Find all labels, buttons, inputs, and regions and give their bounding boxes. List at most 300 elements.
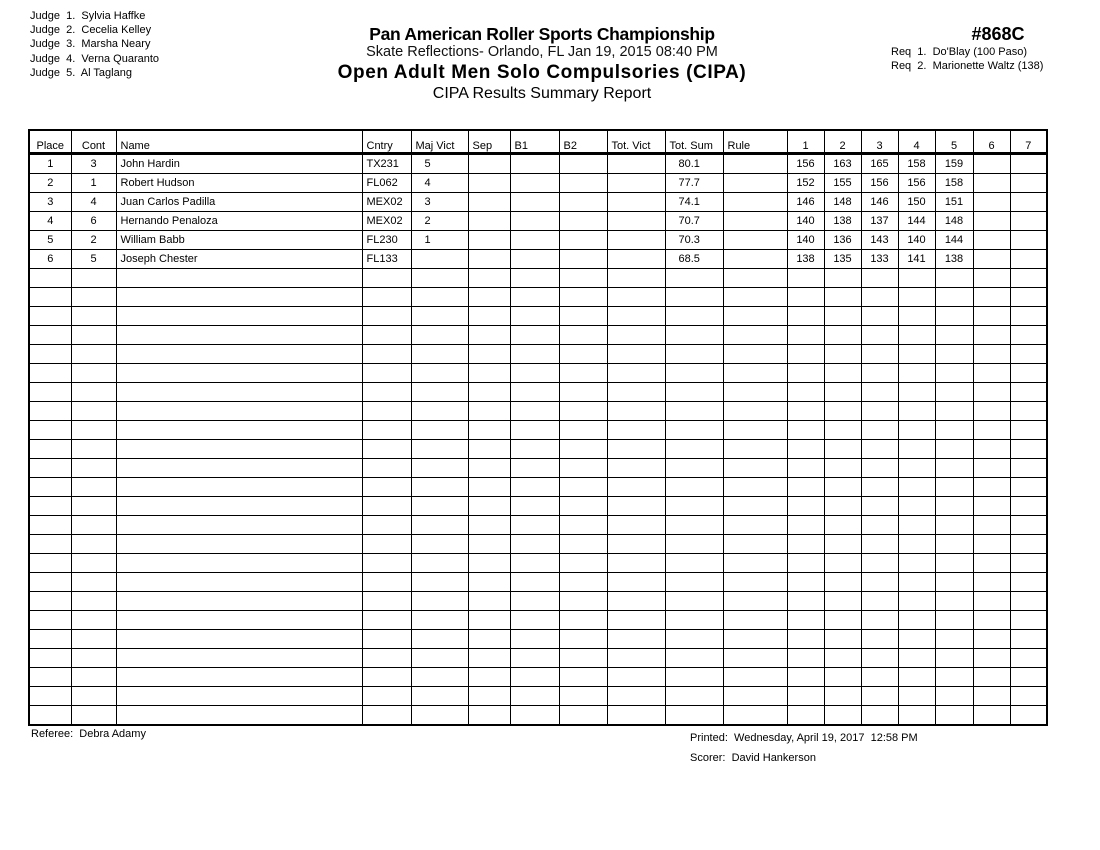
empty-cell	[559, 402, 607, 421]
empty-cell	[723, 364, 787, 383]
empty-table-row	[29, 497, 1047, 516]
empty-cell	[935, 687, 973, 706]
empty-table-row	[29, 687, 1047, 706]
cell-b1	[510, 231, 559, 250]
empty-cell	[607, 440, 665, 459]
empty-cell	[29, 497, 71, 516]
empty-table-row	[29, 554, 1047, 573]
printed-date: Printed: Wednesday, April 19, 2017 12:58 PM	[690, 732, 918, 744]
empty-cell	[116, 364, 362, 383]
table-row	[29, 212, 1047, 231]
cell-cntry: TX231	[362, 154, 411, 174]
empty-cell	[935, 459, 973, 478]
cell-tot-vict	[607, 212, 665, 231]
empty-cell	[362, 326, 411, 345]
table-header-row	[29, 130, 1047, 154]
empty-cell	[787, 668, 824, 687]
cell-judge-4: 156	[898, 174, 935, 193]
empty-cell	[559, 554, 607, 573]
empty-cell	[468, 364, 510, 383]
empty-cell	[71, 421, 116, 440]
judge-5: Judge 5. Al Taglang	[30, 66, 132, 79]
empty-cell	[510, 706, 559, 726]
empty-cell	[665, 516, 723, 535]
empty-cell	[559, 668, 607, 687]
empty-cell	[898, 478, 935, 497]
empty-cell	[510, 421, 559, 440]
cell-cntry: MEX02	[362, 193, 411, 212]
empty-cell	[29, 459, 71, 478]
empty-cell	[787, 573, 824, 592]
empty-cell	[71, 592, 116, 611]
empty-cell	[468, 440, 510, 459]
table-row	[29, 154, 1047, 174]
empty-cell	[29, 554, 71, 573]
cell-cont: 4	[71, 193, 116, 212]
empty-cell	[411, 345, 468, 364]
cell-tot-sum: 68.5	[665, 250, 723, 269]
empty-cell	[824, 630, 861, 649]
empty-cell	[824, 421, 861, 440]
empty-cell	[116, 383, 362, 402]
empty-cell	[559, 611, 607, 630]
empty-cell	[1010, 554, 1047, 573]
cell-judge-7	[1010, 250, 1047, 269]
empty-cell	[362, 706, 411, 726]
empty-cell	[29, 364, 71, 383]
empty-cell	[861, 554, 898, 573]
empty-cell	[665, 554, 723, 573]
empty-cell	[510, 630, 559, 649]
empty-cell	[411, 554, 468, 573]
empty-cell	[29, 421, 71, 440]
cell-tot-vict	[607, 193, 665, 212]
col-cntry: Cntry	[362, 130, 411, 154]
empty-cell	[824, 592, 861, 611]
empty-cell	[973, 288, 1010, 307]
empty-cell	[787, 554, 824, 573]
empty-cell	[824, 402, 861, 421]
empty-cell	[1010, 402, 1047, 421]
cell-b1	[510, 174, 559, 193]
cell-judge-1: 152	[787, 174, 824, 193]
empty-cell	[71, 478, 116, 497]
empty-cell	[559, 364, 607, 383]
empty-cell	[723, 630, 787, 649]
empty-table-row	[29, 421, 1047, 440]
empty-cell	[116, 402, 362, 421]
empty-cell	[607, 421, 665, 440]
empty-cell	[1010, 459, 1047, 478]
cell-judge-3: 137	[861, 212, 898, 231]
scorer: Scorer: David Hankerson	[690, 752, 816, 764]
cell-cont: 2	[71, 231, 116, 250]
cell-judge-1: 146	[787, 193, 824, 212]
empty-cell	[935, 269, 973, 288]
empty-cell	[411, 478, 468, 497]
cell-judge-4: 158	[898, 154, 935, 174]
empty-cell	[973, 364, 1010, 383]
empty-cell	[1010, 326, 1047, 345]
empty-cell	[116, 649, 362, 668]
empty-cell	[29, 592, 71, 611]
cell-judge-3: 156	[861, 174, 898, 193]
empty-cell	[787, 288, 824, 307]
empty-cell	[665, 535, 723, 554]
table-row	[29, 174, 1047, 193]
empty-cell	[787, 326, 824, 345]
empty-cell	[29, 668, 71, 687]
empty-cell	[607, 326, 665, 345]
empty-cell	[723, 307, 787, 326]
empty-cell	[71, 345, 116, 364]
empty-cell	[510, 478, 559, 497]
empty-cell	[723, 649, 787, 668]
empty-cell	[861, 421, 898, 440]
cell-b2	[559, 212, 607, 231]
empty-cell	[973, 478, 1010, 497]
empty-cell	[510, 497, 559, 516]
empty-cell	[411, 535, 468, 554]
empty-cell	[71, 440, 116, 459]
empty-cell	[411, 573, 468, 592]
empty-cell	[29, 440, 71, 459]
empty-table-row	[29, 516, 1047, 535]
empty-cell	[1010, 668, 1047, 687]
cell-name: Robert Hudson	[116, 174, 362, 193]
empty-cell	[935, 383, 973, 402]
empty-cell	[723, 554, 787, 573]
empty-cell	[787, 307, 824, 326]
cell-judge-3: 133	[861, 250, 898, 269]
empty-cell	[29, 326, 71, 345]
empty-cell	[861, 649, 898, 668]
empty-cell	[559, 516, 607, 535]
empty-table-row	[29, 592, 1047, 611]
empty-cell	[898, 326, 935, 345]
table-row	[29, 250, 1047, 269]
empty-cell	[71, 668, 116, 687]
empty-cell	[411, 440, 468, 459]
cell-judge-1: 140	[787, 231, 824, 250]
empty-table-row	[29, 535, 1047, 554]
report-heading	[290, 24, 794, 104]
cell-judge-1: 156	[787, 154, 824, 174]
cell-judge-7	[1010, 212, 1047, 231]
cell-cont: 5	[71, 250, 116, 269]
empty-cell	[607, 535, 665, 554]
cell-judge-1: 140	[787, 212, 824, 231]
empty-cell	[935, 402, 973, 421]
empty-cell	[411, 630, 468, 649]
empty-cell	[607, 611, 665, 630]
empty-cell	[973, 573, 1010, 592]
cell-judge-1: 138	[787, 250, 824, 269]
cell-b1	[510, 154, 559, 174]
empty-cell	[71, 630, 116, 649]
empty-cell	[861, 516, 898, 535]
empty-cell	[468, 459, 510, 478]
empty-cell	[665, 459, 723, 478]
empty-cell	[824, 516, 861, 535]
cell-judge-6	[973, 250, 1010, 269]
cell-sep	[468, 193, 510, 212]
empty-cell	[607, 554, 665, 573]
table-row	[29, 231, 1047, 250]
col-sep: Sep	[468, 130, 510, 154]
empty-cell	[787, 611, 824, 630]
results-table	[28, 129, 1048, 726]
empty-cell	[71, 535, 116, 554]
empty-cell	[362, 535, 411, 554]
cell-cont: 6	[71, 212, 116, 231]
empty-cell	[935, 516, 973, 535]
cell-judge-2: 163	[824, 154, 861, 174]
empty-cell	[898, 706, 935, 726]
empty-cell	[861, 497, 898, 516]
empty-cell	[723, 288, 787, 307]
cell-name: Joseph Chester	[116, 250, 362, 269]
empty-cell	[468, 402, 510, 421]
empty-cell	[723, 383, 787, 402]
cell-judge-5: 148	[935, 212, 973, 231]
empty-cell	[824, 649, 861, 668]
empty-cell	[116, 611, 362, 630]
empty-cell	[898, 440, 935, 459]
empty-cell	[468, 326, 510, 345]
cell-maj-vict: 3	[411, 193, 468, 212]
empty-cell	[935, 592, 973, 611]
empty-cell	[607, 307, 665, 326]
empty-cell	[898, 497, 935, 516]
empty-cell	[973, 459, 1010, 478]
cell-judge-4: 144	[898, 212, 935, 231]
empty-cell	[411, 307, 468, 326]
cell-judge-7	[1010, 174, 1047, 193]
empty-cell	[362, 402, 411, 421]
empty-cell	[824, 687, 861, 706]
empty-cell	[665, 592, 723, 611]
cell-place: 5	[29, 231, 71, 250]
empty-cell	[362, 516, 411, 535]
cell-maj-vict	[411, 250, 468, 269]
empty-cell	[510, 554, 559, 573]
empty-cell	[411, 649, 468, 668]
empty-cell	[787, 649, 824, 668]
empty-cell	[116, 288, 362, 307]
empty-cell	[935, 706, 973, 726]
judge-2: Judge 2. Cecelia Kelley	[30, 24, 152, 37]
empty-cell	[665, 269, 723, 288]
empty-cell	[607, 497, 665, 516]
cell-b2	[559, 250, 607, 269]
empty-cell	[411, 592, 468, 611]
empty-cell	[898, 459, 935, 478]
empty-cell	[723, 668, 787, 687]
empty-cell	[510, 345, 559, 364]
empty-cell	[973, 345, 1010, 364]
cell-judge-5: 138	[935, 250, 973, 269]
cell-judge-4: 150	[898, 193, 935, 212]
empty-cell	[411, 611, 468, 630]
cell-sep	[468, 174, 510, 193]
empty-cell	[468, 478, 510, 497]
empty-cell	[935, 630, 973, 649]
empty-cell	[935, 326, 973, 345]
empty-cell	[898, 630, 935, 649]
empty-cell	[468, 554, 510, 573]
cell-judge-6	[973, 231, 1010, 250]
col-judge-1: 1	[787, 130, 824, 154]
empty-cell	[861, 611, 898, 630]
empty-cell	[665, 687, 723, 706]
empty-cell	[116, 687, 362, 706]
empty-cell	[362, 269, 411, 288]
empty-cell	[861, 706, 898, 726]
cell-judge-2: 155	[824, 174, 861, 193]
empty-cell	[362, 497, 411, 516]
empty-cell	[559, 326, 607, 345]
empty-cell	[116, 554, 362, 573]
empty-cell	[861, 402, 898, 421]
empty-cell	[29, 649, 71, 668]
col-judge-4: 4	[898, 130, 935, 154]
empty-cell	[607, 592, 665, 611]
empty-cell	[824, 307, 861, 326]
empty-table-row	[29, 402, 1047, 421]
empty-cell	[973, 554, 1010, 573]
empty-cell	[665, 421, 723, 440]
empty-cell	[607, 706, 665, 726]
empty-cell	[787, 497, 824, 516]
col-tot-vict: Tot. Vict	[607, 130, 665, 154]
event-number: #868C	[971, 24, 1025, 44]
empty-cell	[861, 535, 898, 554]
empty-cell	[935, 421, 973, 440]
empty-cell	[898, 687, 935, 706]
empty-cell	[607, 364, 665, 383]
cell-sep	[468, 212, 510, 231]
empty-cell	[116, 535, 362, 554]
empty-cell	[411, 364, 468, 383]
col-name: Name	[116, 130, 362, 154]
cell-cont: 1	[71, 174, 116, 193]
empty-cell	[29, 573, 71, 592]
empty-cell	[607, 269, 665, 288]
empty-cell	[362, 630, 411, 649]
col-maj-vict: Maj Vict	[411, 130, 468, 154]
empty-table-row	[29, 383, 1047, 402]
report-title: CIPA Results Summary Report	[432, 85, 652, 102]
empty-table-row	[29, 269, 1047, 288]
empty-cell	[607, 288, 665, 307]
cell-tot-sum: 74.1	[665, 193, 723, 212]
empty-cell	[824, 611, 861, 630]
col-b2: B2	[559, 130, 607, 154]
empty-cell	[559, 421, 607, 440]
empty-cell	[29, 611, 71, 630]
empty-cell	[861, 573, 898, 592]
cell-maj-vict: 2	[411, 212, 468, 231]
empty-cell	[71, 288, 116, 307]
empty-cell	[861, 459, 898, 478]
empty-table-row	[29, 364, 1047, 383]
empty-cell	[362, 307, 411, 326]
empty-cell	[510, 383, 559, 402]
empty-cell	[973, 592, 1010, 611]
empty-cell	[411, 497, 468, 516]
empty-cell	[861, 307, 898, 326]
empty-cell	[935, 554, 973, 573]
empty-cell	[71, 307, 116, 326]
empty-cell	[510, 611, 559, 630]
empty-cell	[116, 478, 362, 497]
referee: Referee: Debra Adamy	[31, 728, 146, 740]
empty-cell	[973, 706, 1010, 726]
empty-cell	[935, 478, 973, 497]
judges-list	[30, 9, 159, 80]
empty-cell	[116, 706, 362, 726]
empty-cell	[468, 345, 510, 364]
cell-rule	[723, 154, 787, 174]
col-tot-sum: Tot. Sum	[665, 130, 723, 154]
cell-rule	[723, 212, 787, 231]
empty-cell	[116, 630, 362, 649]
empty-cell	[824, 668, 861, 687]
cell-judge-4: 141	[898, 250, 935, 269]
empty-cell	[29, 288, 71, 307]
empty-cell	[71, 706, 116, 726]
empty-cell	[29, 383, 71, 402]
empty-cell	[607, 649, 665, 668]
empty-cell	[787, 440, 824, 459]
empty-cell	[665, 307, 723, 326]
cell-tot-sum: 70.3	[665, 231, 723, 250]
empty-cell	[468, 269, 510, 288]
cell-sep	[468, 250, 510, 269]
empty-cell	[861, 668, 898, 687]
cell-place: 2	[29, 174, 71, 193]
empty-cell	[510, 668, 559, 687]
empty-cell	[973, 630, 1010, 649]
empty-cell	[411, 326, 468, 345]
empty-cell	[861, 383, 898, 402]
empty-cell	[1010, 364, 1047, 383]
empty-cell	[787, 706, 824, 726]
empty-cell	[973, 687, 1010, 706]
empty-cell	[787, 459, 824, 478]
cell-b1	[510, 250, 559, 269]
empty-cell	[861, 345, 898, 364]
empty-cell	[510, 459, 559, 478]
empty-cell	[116, 516, 362, 535]
empty-cell	[898, 402, 935, 421]
empty-cell	[29, 269, 71, 288]
empty-cell	[29, 402, 71, 421]
empty-cell	[71, 383, 116, 402]
empty-cell	[116, 269, 362, 288]
empty-cell	[468, 383, 510, 402]
empty-cell	[973, 440, 1010, 459]
empty-cell	[559, 288, 607, 307]
empty-cell	[559, 383, 607, 402]
empty-cell	[116, 421, 362, 440]
empty-cell	[362, 364, 411, 383]
empty-cell	[665, 668, 723, 687]
empty-cell	[362, 288, 411, 307]
empty-cell	[559, 573, 607, 592]
empty-cell	[787, 478, 824, 497]
